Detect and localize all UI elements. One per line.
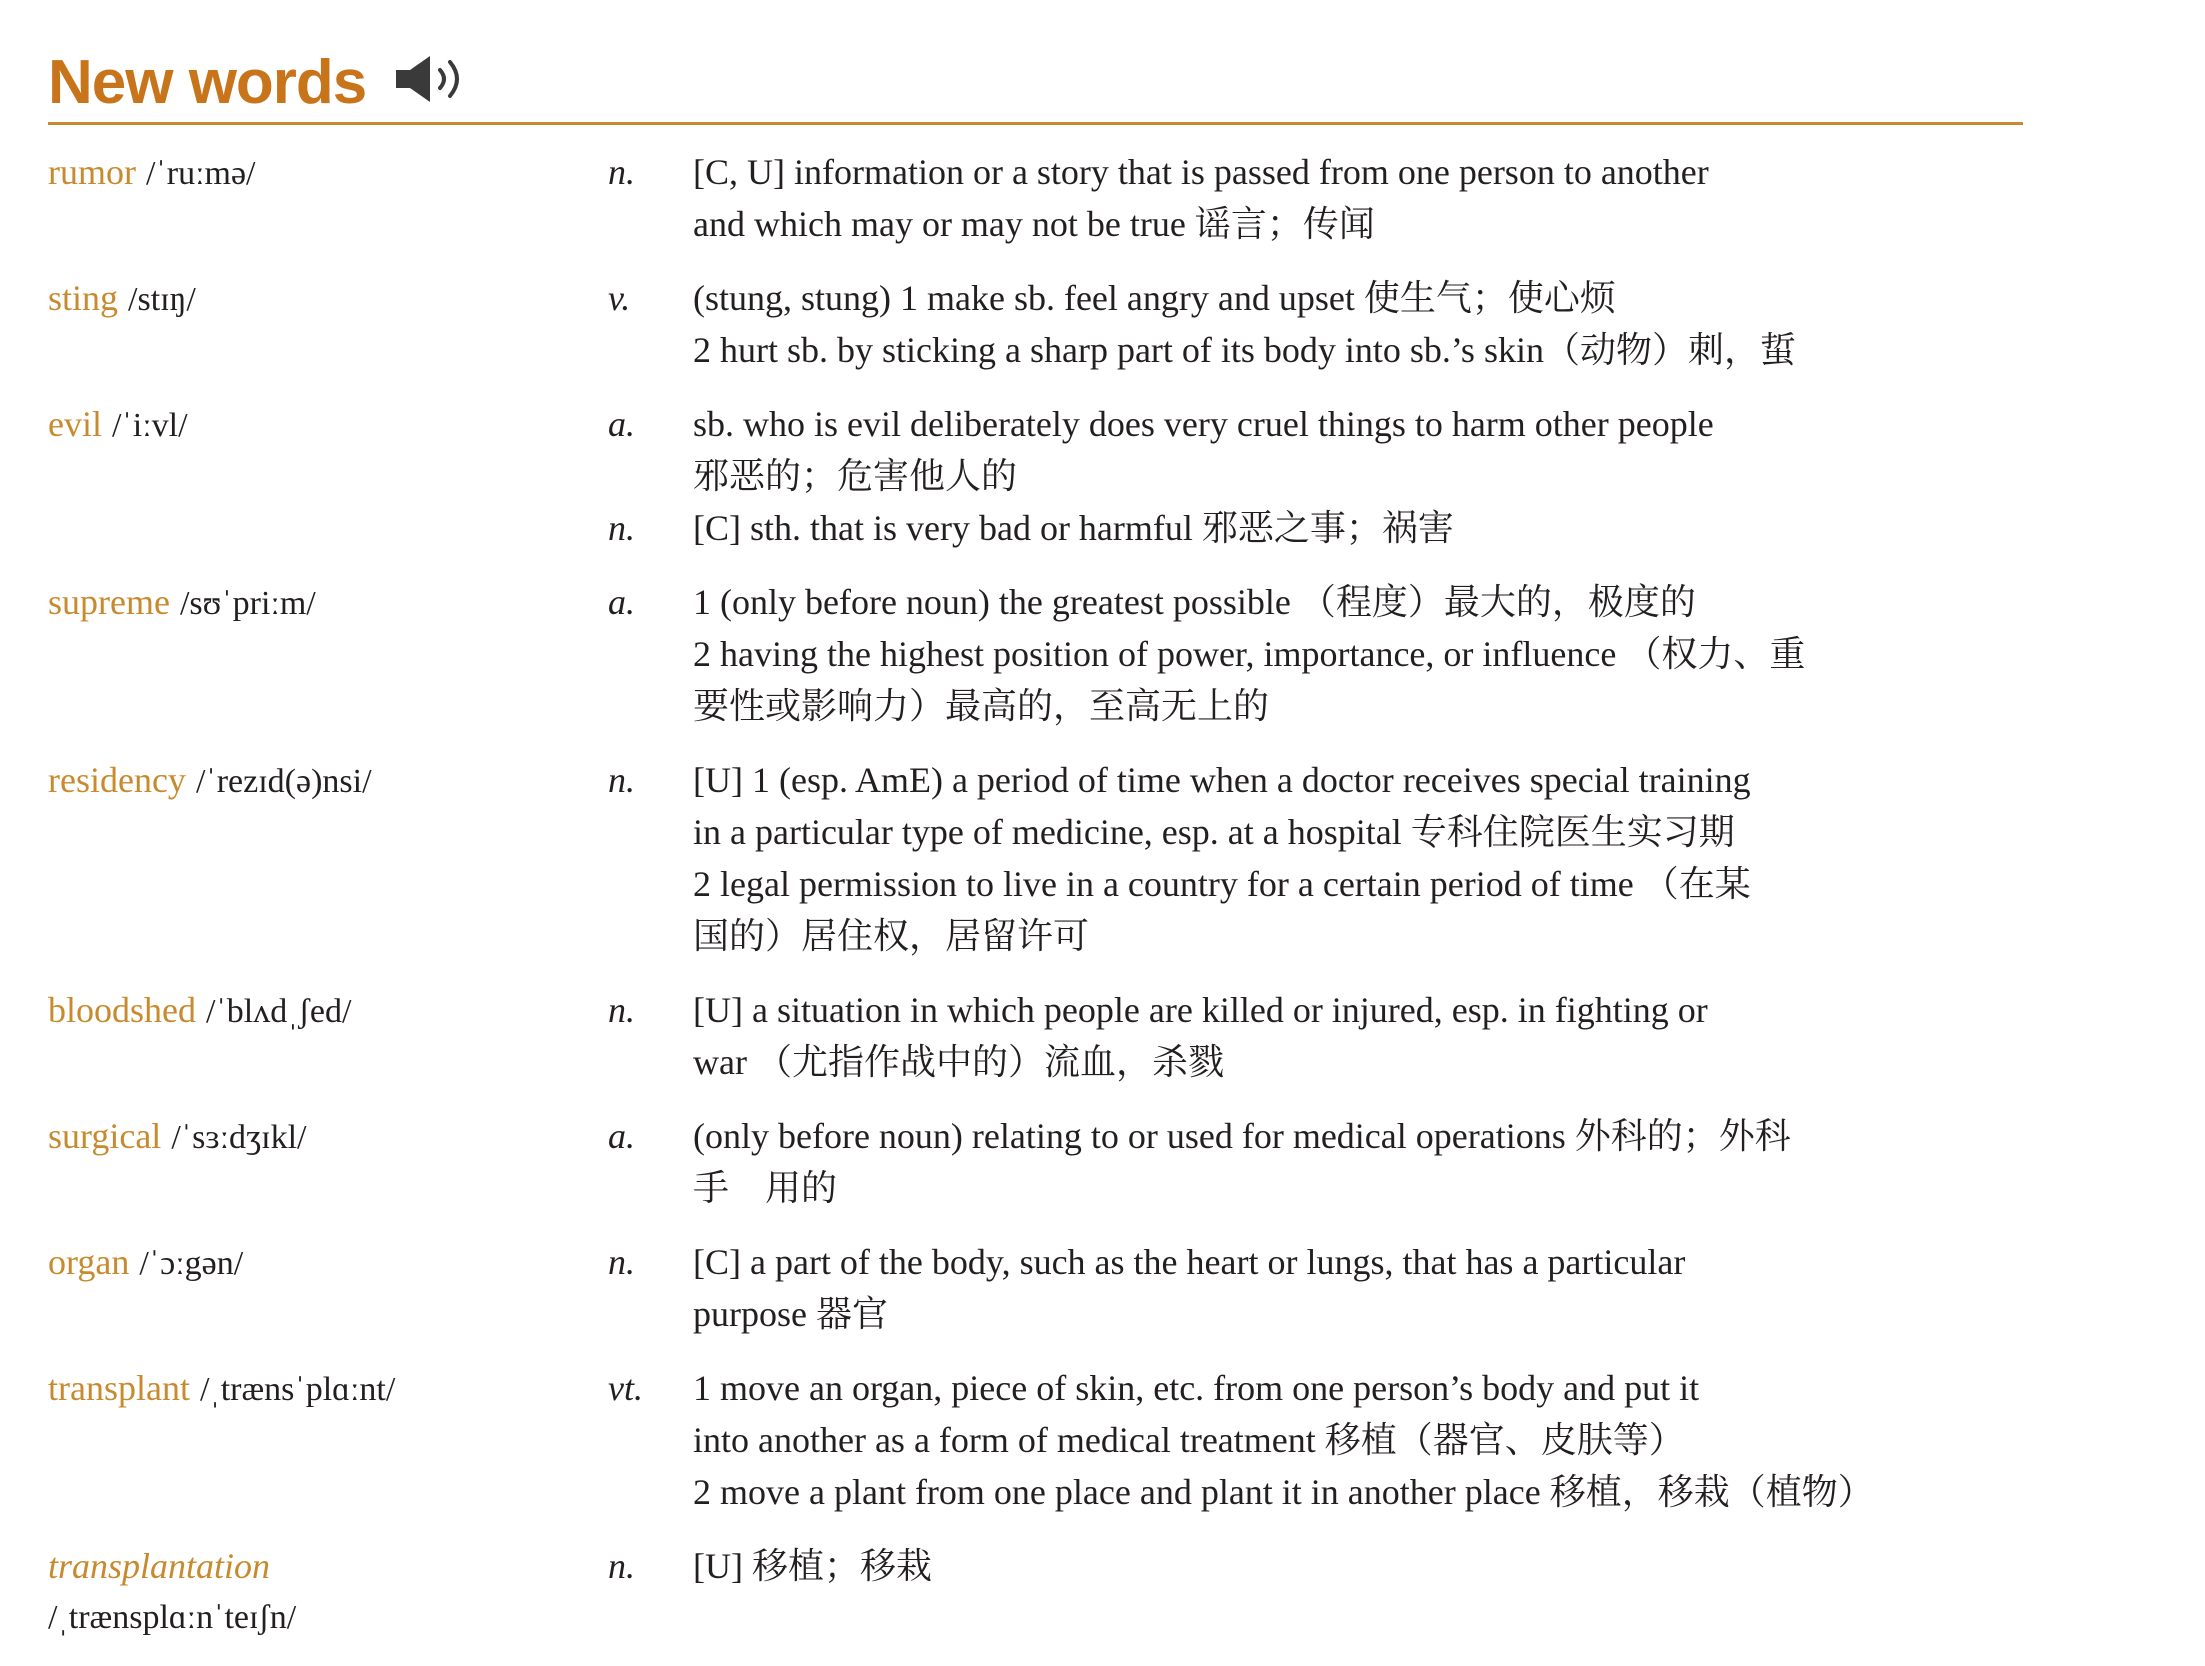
headword-column [48, 1362, 608, 1518]
phonetic: /ˈsɜːdʒɪkl/ [171, 1119, 307, 1156]
vocab-entry-surgical [48, 1110, 2048, 1214]
speaker-icon[interactable] [392, 52, 476, 106]
phonetic: /ˈblʌdˌʃed/ [206, 993, 352, 1030]
headword: rumor [48, 152, 136, 192]
part-of-speech: a. [608, 404, 635, 444]
headword-column [48, 1540, 608, 1644]
definition-line: 2 hurt sb. by sticking a sharp part of its body into sb.’s skin（动物）刺，蜇 [693, 330, 1796, 370]
vocab-entry-organ [48, 1236, 2048, 1340]
vocab-entry-residency [48, 754, 2048, 962]
definition-line: 1 (only before noun) the greatest possible （程度）最大的，极度的 [693, 582, 1696, 622]
definition-line: 邪恶的；危害他人的 [693, 456, 1018, 496]
definition [693, 1236, 2023, 1340]
phonetic: /ˈruːmə/ [145, 155, 256, 192]
definition-line: [C, U] information or a story that is passed from one person to another [693, 152, 1709, 192]
word-list [48, 146, 2048, 1666]
headword: transplant [48, 1368, 190, 1408]
phonetic: /ˈɔːgən/ [139, 1245, 244, 1282]
headword: residency [48, 760, 186, 800]
sense-row [48, 754, 2048, 962]
part-of-speech: n. [608, 990, 635, 1030]
headword-column [48, 576, 608, 732]
definition [693, 1110, 2023, 1214]
definition [693, 576, 2023, 732]
definition [693, 502, 2023, 554]
definition [693, 754, 2023, 962]
definition-line: [C] sth. that is very bad or harmful 邪恶之事；祸害 [693, 508, 1454, 548]
definition-line: sb. who is evil deliberately does very cruel things to harm other people [693, 404, 1714, 444]
definition-line: 国的）居住权，居留许可 [693, 916, 1090, 956]
vocab-entry-bloodshed [48, 984, 2048, 1088]
headword: organ [48, 1242, 130, 1282]
sense-row [48, 502, 2048, 554]
headword: supreme [48, 582, 170, 622]
sense-row [48, 272, 2048, 376]
section-header [48, 50, 2023, 125]
headword-column [48, 984, 608, 1088]
definition-line: (stung, stung) 1 make sb. feel angry and upset 使生气；使心烦 [693, 278, 1616, 318]
part-of-speech: vt. [608, 1368, 643, 1408]
sense-row [48, 984, 2048, 1088]
phonetic: /sʊˈpriːm/ [179, 585, 316, 622]
vocab-entry-transplantation [48, 1540, 2048, 1644]
sense-row [48, 1110, 2048, 1214]
definition-line: [U] 1 (esp. AmE) a period of time when a doctor receives special training [693, 760, 1751, 800]
definition-line: purpose 器官 [693, 1294, 888, 1334]
definition-line: 要性或影响力）最高的，至高无上的 [693, 686, 1270, 726]
headword: transplantation [48, 1546, 271, 1586]
headword-column [48, 754, 608, 962]
sense-row [48, 398, 2048, 502]
definition-line: [C] a part of the body, such as the heart or lungs, that has a particular [693, 1242, 1686, 1282]
definition [693, 398, 2023, 502]
definition [693, 1362, 2023, 1518]
headword: evil [48, 404, 102, 444]
part-of-speech: n. [608, 1242, 635, 1282]
headword-column [48, 146, 608, 250]
headword-column [48, 502, 608, 554]
headword-column [48, 398, 608, 502]
part-of-speech: a. [608, 582, 635, 622]
sense-row [48, 1362, 2048, 1518]
definition [693, 146, 2023, 250]
phonetic: /ˈiːvl/ [111, 407, 188, 444]
vocab-entry-transplant [48, 1362, 2048, 1518]
sense-row [48, 1540, 2048, 1644]
vocab-entry-supreme [48, 576, 2048, 732]
section-title: New words [48, 48, 367, 117]
definition-line: in a particular type of medicine, esp. at a hospital 专科住院医生实习期 [693, 812, 1735, 852]
definition-line: 2 move a plant from one place and plant it in another place 移植，移栽（植物） [693, 1472, 1874, 1512]
part-of-speech: n. [608, 1546, 635, 1586]
sense-row [48, 146, 2048, 250]
part-of-speech: v. [608, 278, 631, 318]
definition-line: 1 move an organ, piece of skin, etc. from one person’s body and put it [693, 1368, 1700, 1408]
headword-column [48, 272, 608, 376]
definition-line: war （尤指作战中的）流血，杀戮 [693, 1042, 1224, 1082]
definition [693, 1540, 2023, 1644]
vocab-entry-rumor [48, 146, 2048, 250]
definition-line: into another as a form of medical treatment 移植（器官、皮肤等） [693, 1420, 1685, 1460]
headword: surgical [48, 1116, 162, 1156]
part-of-speech: a. [608, 1116, 635, 1156]
definition-line: and which may or may not be true 谣言；传闻 [693, 204, 1375, 244]
sense-row [48, 576, 2048, 732]
phonetic: /ˈrezɪd(ə)nsi/ [195, 763, 372, 800]
definition [693, 984, 2023, 1088]
definition-line: 手 用的 [693, 1168, 838, 1208]
headword: sting [48, 278, 119, 318]
headword-column [48, 1110, 608, 1214]
vocab-entry-sting [48, 272, 2048, 376]
definition [693, 272, 2023, 376]
definition-line: [U] a situation in which people are killed or injured, esp. in fighting or [693, 990, 1708, 1030]
definition-line: [U] 移植；移栽 [693, 1546, 932, 1586]
part-of-speech: n. [608, 152, 635, 192]
headword-column [48, 1236, 608, 1340]
phonetic: /ˌtrænsˈplɑːnt/ [199, 1371, 396, 1408]
definition-line: 2 legal permission to live in a country for a certain period of time （在某 [693, 864, 1751, 904]
part-of-speech: n. [608, 508, 635, 548]
headword: bloodshed [48, 990, 196, 1030]
definition-line: 2 having the highest position of power, importance, or influence （权力、重 [693, 634, 1806, 674]
definition-line: (only before noun) relating to or used for medical operations 外科的；外科 [693, 1116, 1791, 1156]
sense-row [48, 1236, 2048, 1340]
part-of-speech: n. [608, 760, 635, 800]
phonetic: /ˌtrænsplɑːnˈteɪʃn/ [48, 1599, 297, 1636]
vocab-entry-evil [48, 398, 2048, 554]
phonetic: /stɪŋ/ [128, 281, 196, 318]
